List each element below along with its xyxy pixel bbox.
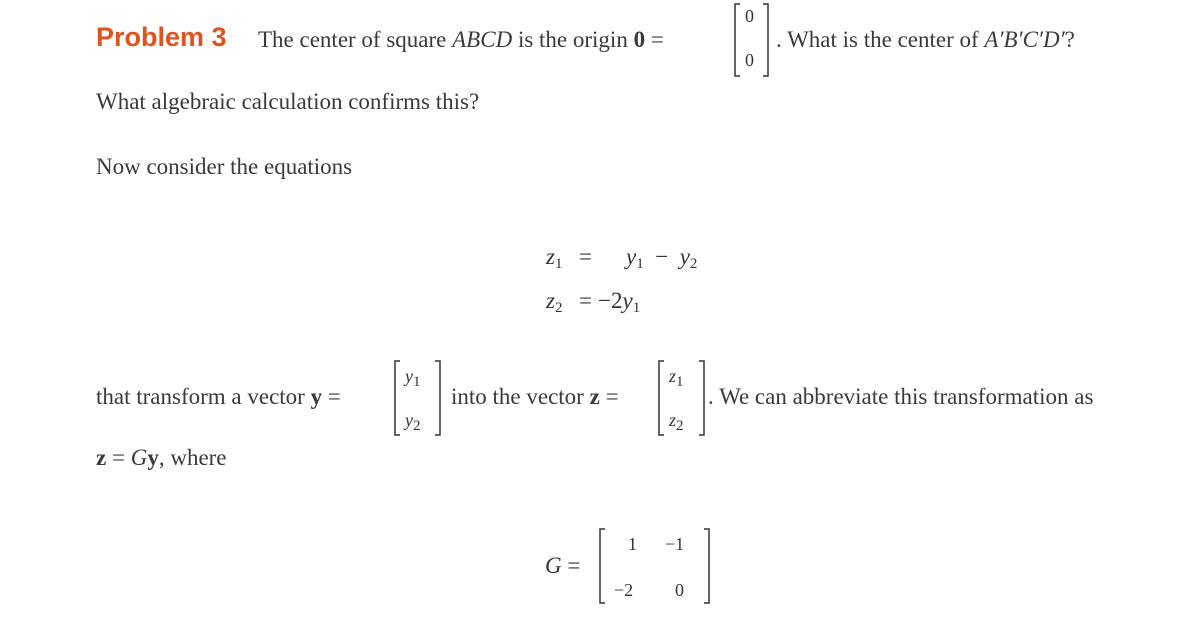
- y2-var: y: [405, 410, 413, 430]
- vector-y-equals: =: [322, 384, 341, 409]
- vector-y-entry-1: [405, 366, 421, 391]
- abbrev-z: z: [96, 445, 107, 470]
- abbreviation-line: [96, 445, 227, 471]
- matrix-G-cell-2-2: 0: [675, 580, 684, 600]
- eq1-lhs-sub: 1: [554, 256, 563, 272]
- question-text: [776, 27, 1075, 53]
- y2-sub: 2: [413, 418, 421, 434]
- matrix-G-equals: =: [567, 553, 581, 578]
- vector-z-equals: =: [599, 384, 619, 409]
- z2-sub: 2: [676, 418, 684, 434]
- problem-statement: [258, 27, 664, 53]
- transform-text-1: [96, 384, 341, 410]
- confirm-question: What algebraic calculation confirms this?: [96, 89, 480, 114]
- origin-equals: =: [645, 27, 664, 52]
- equation-1-equals: =: [579, 244, 592, 269]
- equation-2-lhs: [546, 288, 562, 317]
- eq1-operator: −: [655, 244, 669, 269]
- equation-1-lhs: [546, 244, 562, 273]
- vector-y-entry-2: [405, 410, 421, 435]
- eq1-rhs-var2: y: [679, 244, 690, 269]
- transform-text-b: into the vector: [451, 384, 590, 409]
- equation-2-rhs: [598, 288, 640, 317]
- y1-sub: 1: [413, 374, 421, 390]
- vector-z-symbol: z: [589, 384, 600, 409]
- matrix-G-cell-2-1: −2: [614, 580, 634, 600]
- z1-sub: 1: [676, 374, 684, 390]
- matrix-G-name: G: [545, 553, 562, 578]
- eq2-lhs-var: z: [546, 288, 555, 313]
- abbrev-G: G: [130, 445, 148, 470]
- abbrev-equals: =: [106, 445, 131, 470]
- z2-var: z: [669, 410, 677, 430]
- problem-label: Problem 3: [96, 22, 227, 52]
- eq1-rhs-sub1: 1: [636, 256, 644, 272]
- matrix-G-cell-1-2: −1: [665, 534, 685, 554]
- vector-y-symbol: y: [310, 384, 323, 409]
- origin-symbol: 0: [633, 27, 646, 52]
- question-text-a: . What is the center of: [776, 27, 985, 52]
- transform-text-a: that transform a vector: [96, 384, 311, 409]
- eq2-rhs-sub: 1: [632, 300, 641, 316]
- vector-z-entry-2: [669, 410, 684, 435]
- eq2-coefficient: −2: [598, 288, 623, 313]
- matrix-G-lhs: [545, 553, 580, 579]
- consider-equations-text: Now consider the equations: [96, 154, 353, 179]
- image-square-name: A′B′C′D′: [984, 27, 1065, 52]
- y1-var: y: [405, 366, 413, 386]
- equation-1-rhs: [626, 244, 697, 273]
- origin-vector-entry-2: 0: [745, 50, 754, 70]
- vector-z-entry-1: [669, 366, 684, 391]
- square-name: ABCD: [452, 27, 513, 52]
- transform-text-2: [451, 384, 619, 410]
- equation-2-equals: =: [579, 288, 592, 313]
- z1-var: z: [669, 366, 677, 386]
- origin-vector-entry-1: 0: [745, 6, 754, 26]
- eq2-lhs-sub: 2: [554, 300, 563, 316]
- eq1-lhs-var: z: [546, 244, 555, 269]
- matrix-G-cell-1-1: 1: [628, 534, 637, 554]
- transform-text-3: . We can abbreviate this transformation as: [708, 384, 1094, 409]
- abbrev-y: y: [147, 445, 159, 470]
- statement-text-a: The center of square: [258, 27, 453, 52]
- eq1-rhs-sub2: 2: [689, 256, 698, 272]
- eq1-rhs-var1: y: [626, 244, 637, 269]
- eq2-rhs-var: y: [622, 288, 633, 313]
- question-mark: ?: [1064, 27, 1075, 52]
- statement-text-b: is the origin: [512, 27, 634, 52]
- abbrev-rest: , where: [158, 445, 227, 470]
